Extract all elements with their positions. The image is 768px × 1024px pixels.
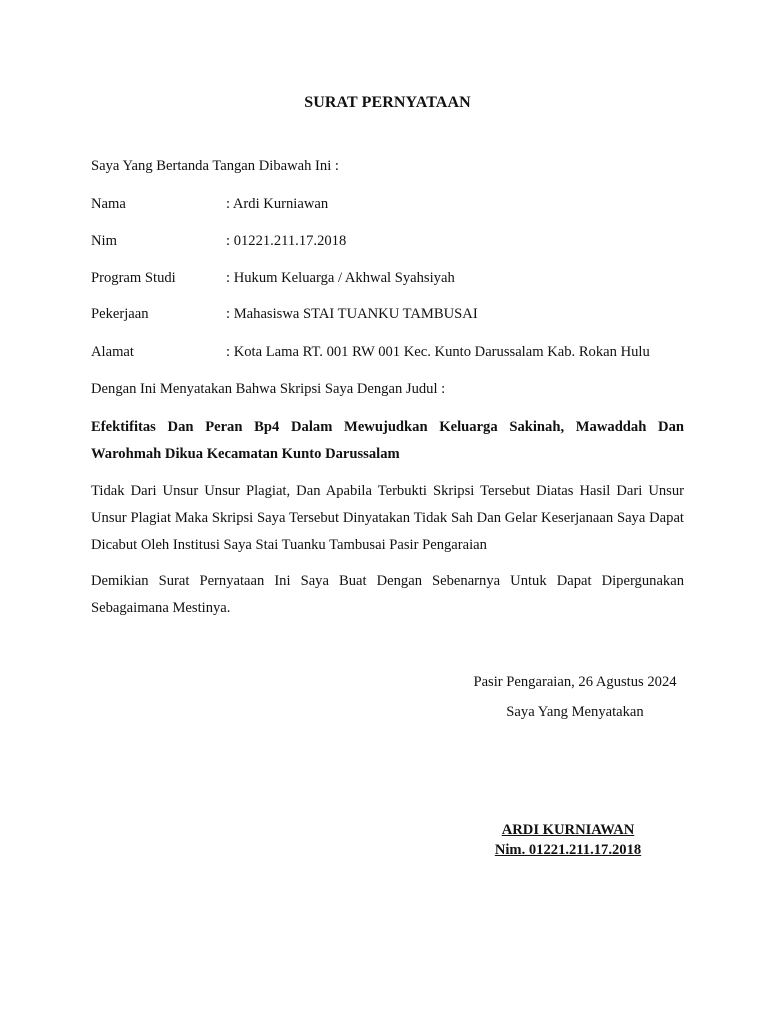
intro-text: Saya Yang Bertanda Tangan Dibawah Ini : <box>91 158 339 174</box>
signature-statement: Saya Yang Menyatakan <box>506 704 644 720</box>
signature-nim: Nim. 01221.211.17.2018 <box>494 842 642 858</box>
field-value-alamat: : Kota Lama RT. 001 RW 001 Kec. Kunto Darussalam Kab. Rokan Hulu <box>226 344 650 360</box>
field-label-pekerjaan: Pekerjaan <box>91 306 149 322</box>
declaration-text: Tidak Dari Unsur Unsur Plagiat, Dan Apabila Terbukti Skripsi Tersebut Diatas Hasil Dari Unsur Unsur Plagiat Maka Skripsi Saya Tersebut Dinyatakan Tidak Sah Dan Gelar Keserjanaan Saya Dapat Dicabut Oleh Institusi Saya Stai Tuanku Tambusai Pasir Pengaraian <box>91 483 684 553</box>
field-value-program-studi: : Hukum Keluarga / Akhwal Syahsiyah <box>226 270 455 286</box>
document-title: SURAT PERNYATAAN <box>304 94 471 111</box>
signature-place-date: Pasir Pengaraian, 26 Agustus 2024 <box>473 674 677 690</box>
field-label-program-studi: Program Studi <box>91 270 176 286</box>
thesis-title: Efektifitas Dan Peran Bp4 Dalam Mewujudkan Keluarga Sakinah, Mawaddah Dan Warohmah Dikua Kecamatan Kunto Darussalam <box>91 419 684 462</box>
field-label-alamat: Alamat <box>91 344 134 360</box>
field-value-pekerjaan: : Mahasiswa STAI TUANKU TAMBUSAI <box>226 306 478 322</box>
signature-name: ARDI KURNIAWAN <box>501 822 635 838</box>
field-value-nama: : Ardi Kurniawan <box>226 196 329 212</box>
field-value-nim: : 01221.211.17.2018 <box>226 233 347 249</box>
statement-intro: Dengan Ini Menyatakan Bahwa Skripsi Saya Dengan Judul : <box>91 381 446 397</box>
field-label-nim: Nim <box>91 233 117 249</box>
field-label-nama: Nama <box>91 196 126 212</box>
closing-text: Demikian Surat Pernyataan Ini Saya Buat Dengan Sebenarnya Untuk Dapat Dipergunakan Sebagaimana Mestinya. <box>91 573 684 616</box>
